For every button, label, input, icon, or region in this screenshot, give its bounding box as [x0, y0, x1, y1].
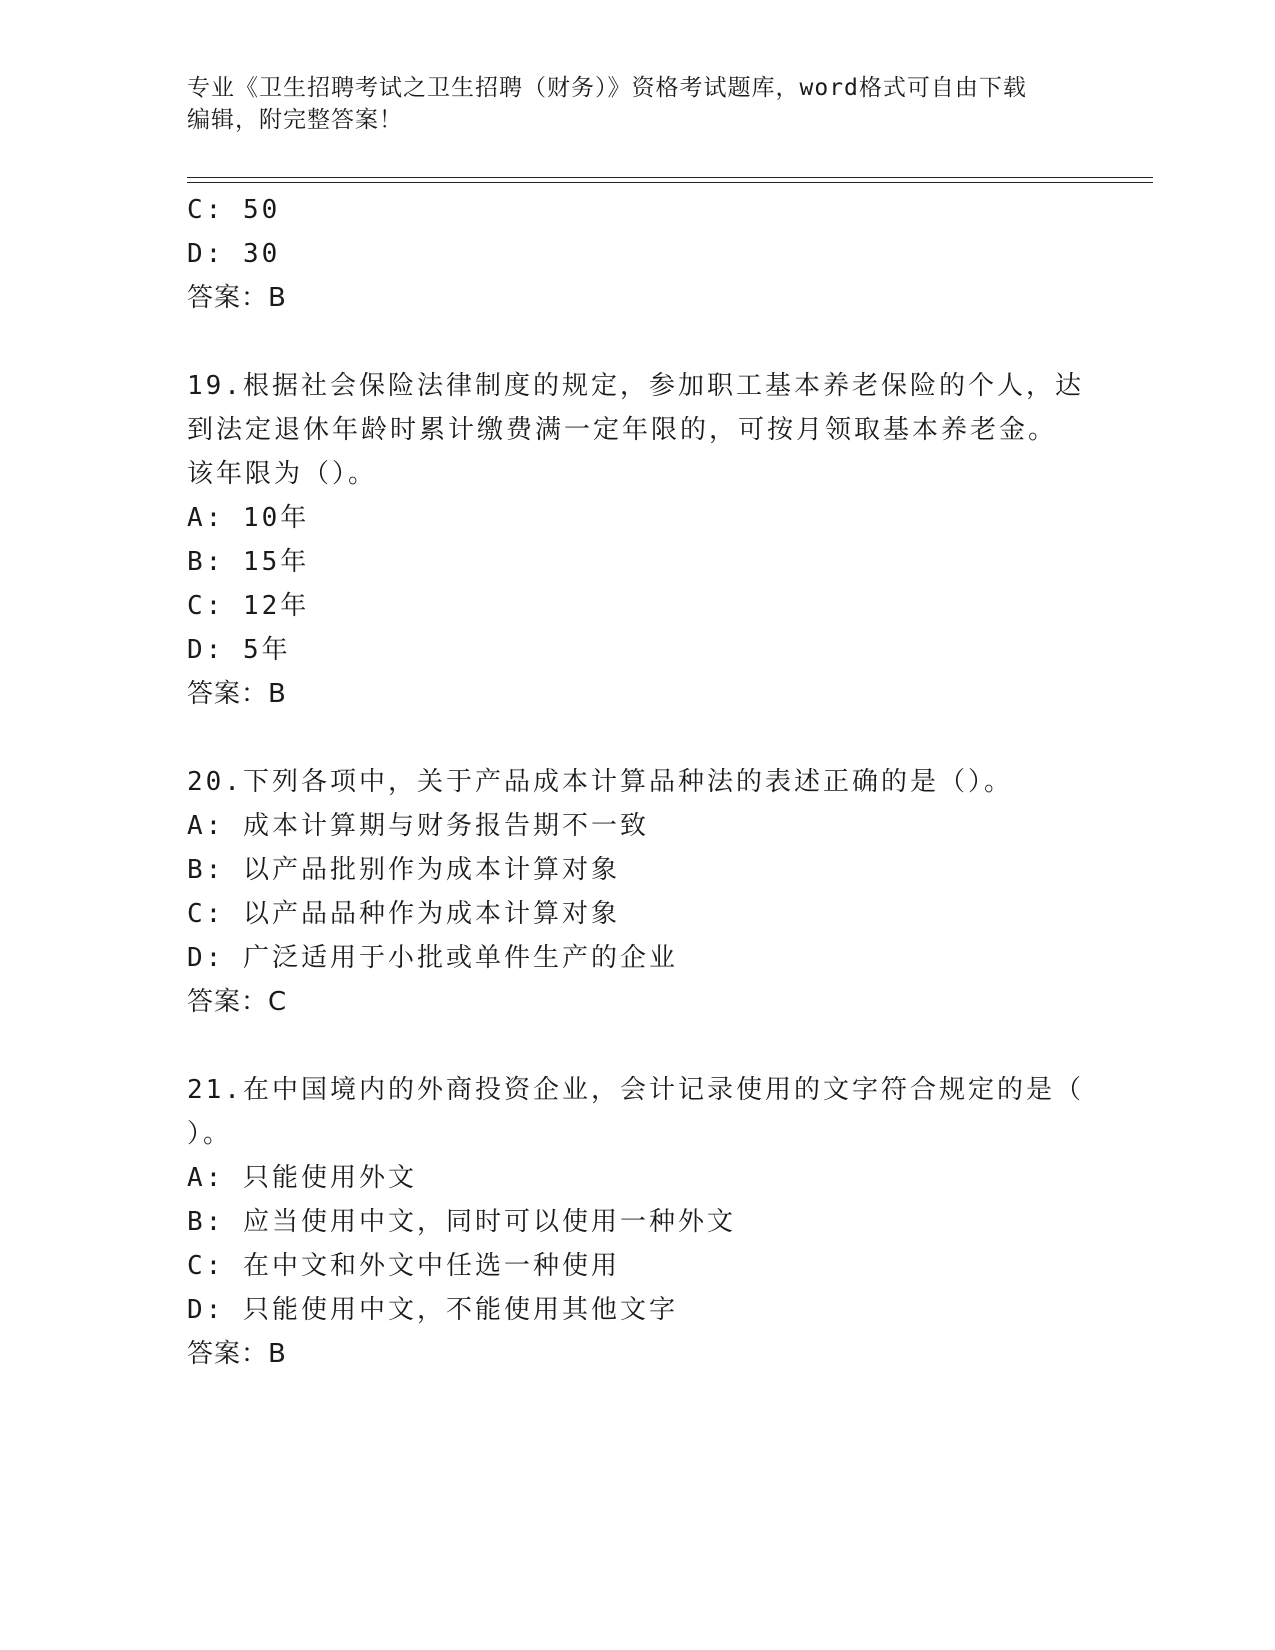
q19-option-c: C: 12年 [187, 591, 310, 621]
q19-stem-line-3: 该年限为（）。 [187, 459, 378, 489]
q21-stem-line-2: ）。 [187, 1119, 233, 1149]
q21-option-b: B: 应当使用中文，同时可以使用一种外文 [187, 1207, 736, 1237]
q21-answer: 答案：B [187, 1339, 287, 1369]
q20-option-d: D: 广泛适用于小批或单件生产的企业 [187, 943, 678, 973]
header-divider-top [187, 177, 1153, 178]
q20-option-b: B: 以产品批别作为成本计算对象 [187, 855, 620, 885]
prev-option-d: D: 30 [187, 239, 281, 269]
q19-option-b: B: 15年 [187, 547, 310, 577]
q21-option-a: A: 只能使用外文 [187, 1163, 417, 1193]
q19-stem-line-1: 19.根据社会保险法律制度的规定，参加职工基本养老保险的个人，达 [187, 371, 1084, 401]
q19-option-a: A: 10年 [187, 503, 310, 533]
prev-answer: 答案：B [187, 283, 287, 313]
q19-option-d: D: 5年 [187, 635, 291, 665]
q21-option-d: D: 只能使用中文，不能使用其他文字 [187, 1295, 678, 1325]
header-line-1: 专业《卫生招聘考试之卫生招聘（财务）》资格考试题库，word格式可自由下载 [187, 75, 1027, 101]
q20-option-a: A: 成本计算期与财务报告期不一致 [187, 811, 649, 841]
q20-answer: 答案：C [187, 987, 288, 1017]
q20-stem-line-1: 20.下列各项中，关于产品成本计算品种法的表述正确的是（）。 [187, 767, 1013, 797]
q19-stem-line-2: 到法定退休年龄时累计缴费满一定年限的，可按月领取基本养老金。 [187, 415, 1058, 445]
document-header [187, 72, 1087, 136]
q19-answer: 答案：B [187, 679, 287, 709]
header-line-2: 编辑，附完整答案！ [187, 107, 403, 133]
prev-option-c: C: 50 [187, 195, 281, 225]
q20-option-c: C: 以产品品种作为成本计算对象 [187, 899, 620, 929]
header-divider-bottom [187, 182, 1153, 183]
q21-stem-line-1: 21.在中国境内的外商投资企业，会计记录使用的文字符合规定的是（ [187, 1075, 1084, 1105]
q21-option-c: C: 在中文和外文中任选一种使用 [187, 1251, 620, 1281]
